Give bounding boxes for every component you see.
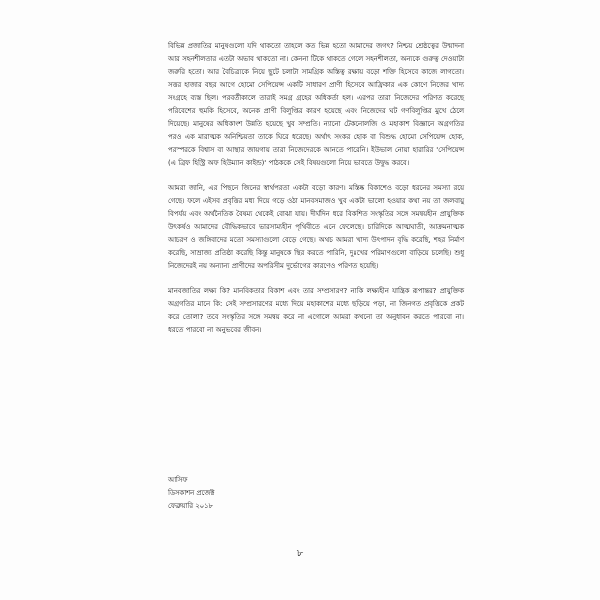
- paragraph-2: আমরা জানি, এর পিছনে জিনের স্বার্থপরতা একটা বড়ো কারণ। মস্তিষ্ক বিকাশেও বড়ো ধরনের সমস্যা রয়ে গেছে। ফলে এইসব প্রবৃত্তির মধ্য দিয়ে গড়ে ওঠা মানবসমাজও খুব একটা ভালো হওয়ার কথা নয় তা জলবায়ু বিপর্যয় এবং অর্থনৈতিক বৈষম্য থেকেই বোঝা যায়। দীর্ঘদিন ধরে বিকশিত সংস্কৃতির সঙ্গে সমন্বয়হীন প্রাযুক্তিক উৎকর্ষও আমাদের বৌদ্ধিকভাবে ভারসাম্যহীন পৃথিবীতে এনে ফেলেছে। চারিদিকে আত্মঘাতী, আক্রমনাত্মক আচরণ ও জঙ্গিবাদের মতো সমস্যাগুলো বেড়ে গেছে। অথচ আমরা খাদ্য উৎপাদন বৃদ্ধি করেছি, শহর নির্মাণ করেছি, সাম্রাজ্য প্রতিষ্ঠা করেছি কিন্তু মানুষকে স্থির করতে পারিনি, দুঃখের পরিমাণগুলো বাড়িয়ে চলেছি। শুধু নিজেদেরই নয় অন্যান্য প্রাণীদের অপরিসীম দুর্ভোগের কারণেও পরিণত হয়েছি।: [168, 184, 464, 270]
- page-number: ৮: [296, 548, 304, 559]
- signature-block: [168, 474, 214, 513]
- organization-name: ডিসকাশন প্রজেক্ট: [168, 489, 215, 497]
- author-name: আসিফ: [168, 476, 188, 484]
- body-text: [168, 40, 464, 337]
- paragraph-3: মানবজাতির লক্ষ্য কি? মানবিকতার বিকাশ এবং তার সম্প্রসারণ? নাকি লক্ষ্যহীন যান্ত্রিক রূপান্তর? প্রাযুক্তিক অগ্রগতির মানে কি: সেই সম্প্রসারণের মধ্যে দিয়ে মহাকাশের মধ্যে ছড়িয়ে পড়া, না জিনগত প্রবৃত্তিকে প্রকট করে তোলা? তবে সংস্কৃতির সঙ্গে সমন্বয় করে না এগোলে আমরা কখনো তা অনুধাবন করতে পারবো না। ধরতে পারবো না অনুভবের জীবন।: [168, 287, 464, 334]
- paragraph-1: বিভিন্ন প্রজাতির মানুষগুলো যদি থাকতো তাহলে কত ভিন্ন হতো আমাদের জগৎ? নিশ্চয় শ্রেষ্ঠত্বের উন্মাদনা আর সহনশীলতার এতটা অভাব থাকতো না। কেননা টিকে থাকতে গেলে সহনশীলতা, অন্যকে গুরুত্ব দেওয়াটা জরুরি হতো। আর বৈচিত্র্যকে নিয়ে ছুটে চলাটা সামগ্রিক অস্তিত্ব রক্ষায় বড়ো শক্তি হিসেবে কাজে লাগতো। সত্তর হাজার বছর আগে হোমো সেপিয়েন্স একটি সাধারণ প্রাণী হিসেবে আফ্রিকার এক কোণে নিজের খাদ্য সংগ্রহে ব্যস্ত ছিল। পরবর্তীকালে তারাই সমগ্র গ্রহের অধিকর্তা হল। এরপর তারা নিজেদের পরিণত করেছে পরিবেশের হুমকি হিসেবে, অনেক প্রাণী বিলুপ্তির কারণ হয়েছে এবং নিজেদের ঘট গণবিলুপ্তির মুখে ঠেলে দিয়েছে। মানুষের অধিকাংশ উন্নতি হয়েছে খুব সম্প্রতি। ন্যানো টেকনোলজি ও মহাকাশ বিজ্ঞানে অগ্রগতির পরও এক মারাত্মক অনিশ্চিয়তা তাকে ঘিরে ধরেছে। অর্থাৎ সংকর হোক বা বিশুদ্ধ হোমো সেপিয়েন্স হোক, পরস্পরকে বিশ্বাস বা আস্থার জায়গায় তারা নিজেদেরকে আনতে পারেনি। ইউভাল নোয়া হারারির 'সেপিয়েন্স (এ ব্রিফ হিস্ট্রি অফ হিউম্যান কাইন্ড)' পাঠককে সেই বিষয়গুলো নিয়ে ভাবতে উদ্বুদ্ধ করবে।: [168, 42, 464, 167]
- date-text: ফেব্রুয়ারি ২০১৮: [168, 502, 213, 510]
